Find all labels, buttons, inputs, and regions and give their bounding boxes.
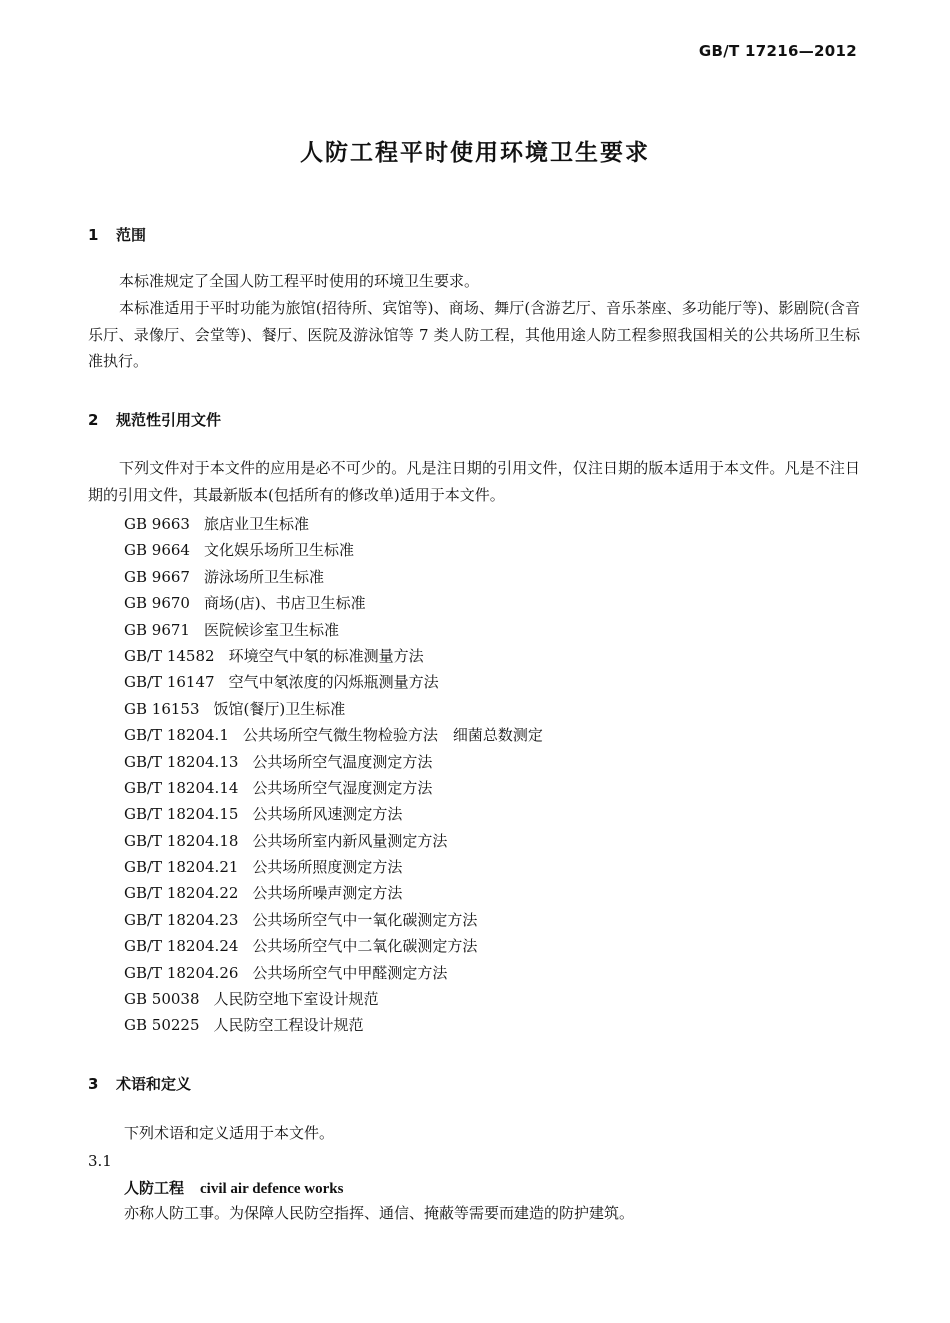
reference-title: 空气中氡浓度的闪烁瓶测量方法 — [228, 673, 439, 692]
section-1-heading — [88, 224, 146, 245]
reference-title: 公共场所空气温度测定方法 — [252, 752, 433, 771]
term-name-zh: 人防工程 — [124, 1179, 185, 1197]
reference-item — [124, 722, 543, 748]
document-title: 人防工程平时使用环境卫生要求 — [300, 140, 650, 166]
reference-item — [124, 828, 543, 854]
reference-item — [124, 801, 543, 827]
reference-title: 公共场所照度测定方法 — [252, 858, 403, 877]
reference-title: 环境空气中氡的标准测量方法 — [228, 646, 424, 665]
reference-code: GB 50225 — [124, 1016, 200, 1035]
reference-title: 公共场所风速测定方法 — [252, 805, 403, 824]
section-1-paragraph: 本标准规定了全国人防工程平时使用的环境卫生要求。 — [119, 272, 480, 290]
term-number: 3.1 — [88, 1152, 112, 1170]
reference-code: GB/T 18204.21 — [124, 858, 239, 877]
reference-item — [124, 854, 543, 880]
reference-item — [124, 643, 543, 669]
reference-title: 商场(店)、书店卫生标准 — [203, 594, 366, 613]
section-1-paragraph: 本标准适用于平时功能为旅馆(招待所、宾馆等)、商场、舞厅(含游艺厅、音乐茶座、多功能厅等)、影剧院(含音乐厅、录像厅、会堂等)、餐厅、医院及游泳馆等 7 类人防工程，其他用途人防工程参照我国相关的公共场所卫生标准执行。 — [88, 299, 860, 370]
reference-code: GB/T 18204.1 — [124, 726, 229, 745]
reference-code: GB 9671 — [124, 620, 190, 639]
reference-item — [124, 749, 543, 775]
reference-item — [124, 933, 543, 959]
reference-item — [124, 590, 543, 616]
reference-code: GB/T 18204.23 — [124, 910, 239, 929]
reference-title: 公共场所空气中二氧化碳测定方法 — [252, 937, 478, 956]
section-number: 2 — [88, 411, 99, 429]
reference-item — [124, 696, 543, 722]
reference-title: 公共场所空气湿度测定方法 — [252, 778, 433, 797]
reference-code: GB 50038 — [124, 990, 200, 1009]
reference-item — [124, 960, 543, 986]
reference-code: GB 9670 — [124, 594, 190, 613]
term-entry — [124, 1177, 343, 1198]
section-3-heading — [88, 1073, 191, 1094]
reference-code: GB/T 18204.15 — [124, 805, 239, 824]
reference-item — [124, 986, 543, 1012]
section-title: 范围 — [116, 226, 147, 244]
reference-code: GB/T 16147 — [124, 673, 215, 692]
reference-title: 公共场所室内新风量测定方法 — [252, 831, 448, 850]
reference-title: 公共场所空气中一氧化碳测定方法 — [252, 910, 478, 929]
reference-item — [124, 564, 543, 590]
term-name-en: civil air defence works — [200, 1181, 344, 1197]
reference-code: GB/T 18204.18 — [124, 831, 239, 850]
reference-item — [124, 617, 543, 643]
section-3-intro: 下列术语和定义适用于本文件。 — [124, 1124, 335, 1142]
section-title: 规范性引用文件 — [116, 411, 222, 429]
reference-code: GB 9663 — [124, 515, 190, 533]
reference-code: GB/T 18204.26 — [124, 963, 239, 982]
reference-list — [124, 511, 543, 1039]
term-definition: 亦称人防工事。为保障人民防空指挥、通信、掩蔽等需要而建造的防护建筑。 — [124, 1204, 635, 1222]
section-number: 1 — [88, 226, 99, 244]
section-title: 术语和定义 — [116, 1075, 192, 1093]
reference-title: 游泳场所卫生标准 — [203, 567, 324, 586]
reference-title: 公共场所空气微生物检验方法 细菌总数测定 — [242, 726, 543, 745]
reference-title: 文化娱乐场所卫生标准 — [203, 541, 354, 560]
reference-item — [124, 907, 543, 933]
section-number: 3 — [88, 1075, 99, 1093]
reference-code: GB/T 18204.14 — [124, 778, 239, 797]
reference-code: GB/T 14582 — [124, 646, 215, 665]
reference-code: GB/T 18204.22 — [124, 884, 239, 903]
reference-code: GB 9667 — [124, 567, 190, 586]
section-2-heading — [88, 409, 221, 430]
reference-item — [124, 669, 543, 695]
reference-code: GB/T 18204.24 — [124, 937, 239, 956]
reference-item — [124, 775, 543, 801]
section-2-intro: 下列文件对于本文件的应用是必不可少的。凡是注日期的引用文件，仅注日期的版本适用于本文件。凡是不注日期的引用文件，其最新版本(包括所有的修改单)适用于本文件。 — [88, 459, 860, 504]
reference-code: GB 16153 — [124, 699, 200, 718]
reference-title: 公共场所噪声测定方法 — [252, 884, 403, 903]
reference-item — [124, 880, 543, 906]
reference-item — [124, 537, 543, 563]
reference-title: 饭馆(餐厅)卫生标准 — [213, 699, 346, 718]
reference-title: 公共场所空气中甲醛测定方法 — [252, 963, 448, 982]
reference-code: GB/T 18204.13 — [124, 752, 239, 771]
reference-item — [124, 1012, 543, 1038]
reference-code: GB 9664 — [124, 541, 190, 560]
standard-number: GB/T 17216—2012 — [698, 42, 857, 60]
reference-title: 人民防空工程设计规范 — [213, 1016, 364, 1035]
reference-title: 旅店业卫生标准 — [203, 515, 309, 533]
reference-title: 人民防空地下室设计规范 — [213, 990, 379, 1009]
reference-item — [124, 511, 543, 537]
reference-title: 医院候诊室卫生标准 — [203, 620, 339, 639]
